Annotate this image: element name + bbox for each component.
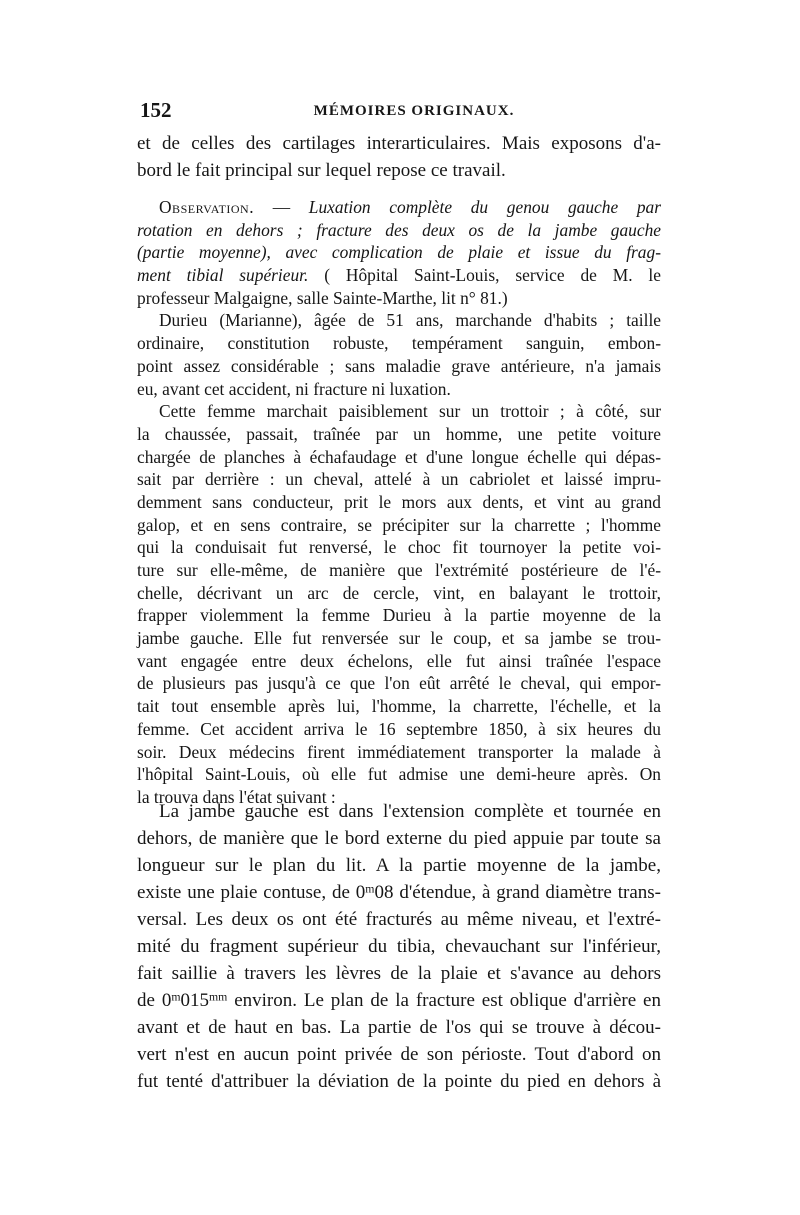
text-line: l'hôpital Saint-Louis, où elle fut admise une demi-heure après. On (137, 764, 661, 785)
text-line: galop, et en sens contraire, se précipiter sur la charrette ; l'homme (137, 514, 661, 535)
observation-title-line: rotation en dehors ; fracture des deux os de la jambe gauche (137, 219, 661, 240)
text-line: fut tenté d'attribuer la déviation de la pointe du pied en dehors à (137, 1071, 661, 1092)
text-line: qui la conduisait fut renversé, le choc fit tournoyer la petite voi- (137, 537, 661, 558)
text-line: existe une plaie contuse, de 0$^m$08 d'étendue, à grand diamètre trans- (137, 882, 661, 903)
observation-dash: — (254, 197, 309, 217)
text-line: mité du fragment supérieur du tibia, chevauchant sur l'inférieur, (137, 936, 661, 957)
text-line: Cette femme marchait paisiblement sur un trottoir ; à côté, sur (159, 401, 661, 422)
text-line: avant et de haut en bas. La partie de l'os qui se trouve à décou- (137, 1017, 661, 1038)
observation-title-line: (partie moyenne), avec complication de plaie et issue du frag- (137, 242, 661, 263)
running-title: MÉMOIRES ORIGINAUX. (313, 103, 515, 119)
description-block (137, 798, 661, 1095)
text-line: et de celles des cartilages interarticulaires. Mais exposons d'a- (137, 133, 661, 154)
text-line: vert n'est en aucun point privée de son périoste. Tout d'abord on (137, 1044, 661, 1065)
text-line: ordinaire, constitution robuste, tempérament sanguin, embon- (137, 333, 661, 354)
text-line: frapper violemment la femme Durieu à la partie moyenne de la (137, 605, 661, 626)
observation-reference: professeur Malgaigne, salle Sainte-Marthe, lit n° 81.) (137, 287, 508, 308)
text-line: versal. Les deux os ont été fracturés au même niveau, et l'extré- (137, 909, 661, 930)
text-line: point assez considérable ; sans maladie grave antérieure, n'a jamais (137, 355, 661, 376)
text-line: chargée de planches à échafaudage et d'une longue échelle qui dépas- (137, 446, 661, 467)
observation-label: Observation. (159, 197, 255, 217)
text-line: demment sans conducteur, prit le mors aux dents, et vint au grand (137, 491, 661, 512)
text-line: La jambe gauche est dans l'extension complète et tournée en (159, 801, 661, 822)
observation-heading-line (137, 196, 661, 219)
page-header (140, 96, 660, 124)
text-line: la trouva dans l'état suivant : (137, 786, 336, 807)
page-number: 152 (140, 98, 172, 122)
text-line: femme. Cet accident arriva le 16 septembre 1850, à six heures du (137, 718, 661, 739)
text-line: tait tout ensemble après lui, l'homme, la charrette, l'échelle, et la (137, 696, 661, 717)
observation-hospital: ( Hôpital Saint-Louis, service de M. le (308, 265, 661, 286)
text-line: de plusieurs pas jusqu'à ce que l'on eût arrêté le cheval, qui empor- (137, 673, 661, 694)
text-line: Durieu (Marianne), âgée de 51 ans, marchande d'habits ; taille (159, 310, 661, 331)
text-line: de $0^m015^{mm}$ environ. Le plan de la fracture est oblique d'arrière en (137, 990, 661, 1011)
text-line: jambe gauche. Elle fut renversée sur le coup, et sa jambe se trou- (137, 628, 661, 649)
text-line: bord le fait principal sur lequel repose ce travail. (137, 160, 506, 181)
text-line: soir. Deux médecins firent immédiatement transporter la malade à (137, 741, 661, 762)
text-line: vant engagée entre deux échelons, elle fut ainsi traînée l'espace (137, 650, 661, 671)
text-line: ture sur elle-même, de manière que l'extrémité postérieure de l'é- (137, 560, 661, 580)
text-line: dehors, de manière que le bord externe du pied appuie par toute sa (137, 828, 661, 849)
text-line: la chaussée, passait, traînée par un homme, une petite voiture (137, 423, 661, 444)
text-line: longueur sur le plan du lit. A la partie moyenne de la jambe, (137, 855, 661, 876)
observation-block (137, 196, 661, 809)
text-line: sait par derrière : un cheval, attelé à un cabriolet et laissé impru- (137, 469, 661, 490)
text-line: chelle, décrivant un arc de cercle, vint, en balayant le trottoir, (137, 582, 661, 603)
text-line: fait saillie à travers les lèvres de la plaie et s'avance au dehors (137, 963, 661, 984)
intro-text (137, 130, 661, 184)
observation-title: Luxation complète du genou gauche par (308, 197, 661, 217)
text-line: eu, avant cet accident, ni fracture ni luxation. (137, 378, 451, 399)
observation-title-line: ment tibial supérieur. ( Hôpital Saint-Louis, service de M. le (137, 265, 661, 286)
